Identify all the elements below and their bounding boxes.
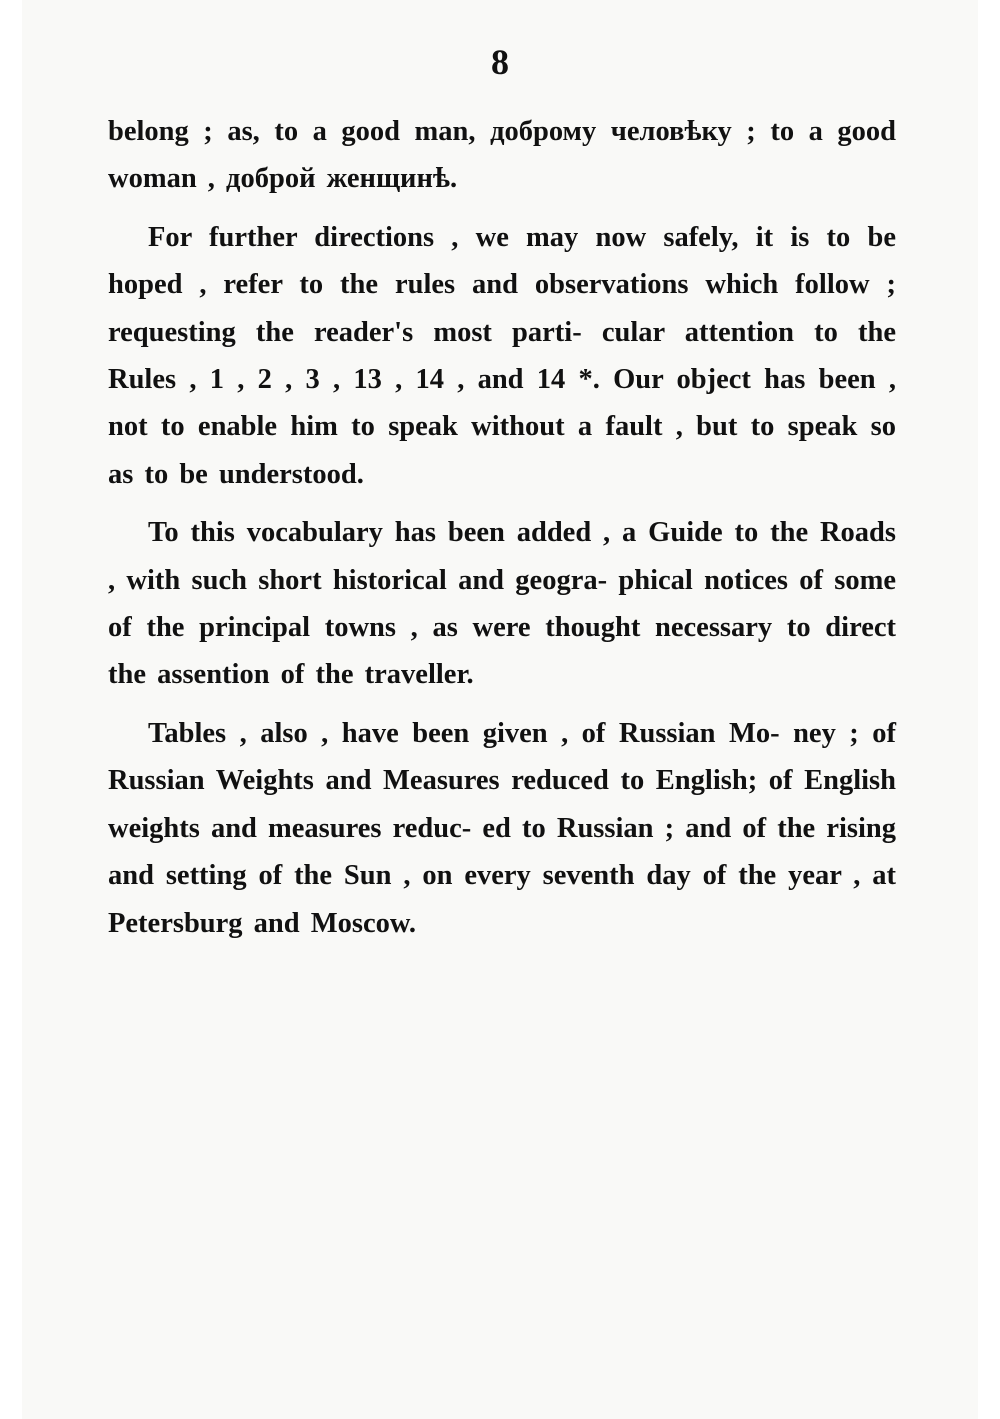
paragraph-continuation: belong ; as, to a good man, доброму человѣку ; to a good woman , доброй женщинѣ. [108,116,896,195]
paragraph-road-guide: To this vocabulary has been added , a Guide to the Roads , with such short historical and geogra- phical notices of some of the principal towns , as were thought necessary to direct the assention of the traveller. [108,517,896,691]
paragraph-tables: Tables , also , have been given , of Russian Mo- ney ; of Russian Weights and Measures reduced to English; of English weights and measures reduc- ed to Russian ; and of the rising and setting of the Sun , on every seventh day of the year , at Petersburg and Moscow. [108,717,896,939]
page-body [108,108,896,947]
page-number: 8 [491,42,509,82]
paragraph-directions: For further directions , we may now safely, it is to be hoped , refer to the rules and observations which follow ; requesting the reader's most parti- cular attention to the Rules , 1 , 2 , 3 , 13 , 14 , and 14 *. Our object has been , not to enable him to speak without a fault , but to speak so as to be understood. [108,221,896,490]
